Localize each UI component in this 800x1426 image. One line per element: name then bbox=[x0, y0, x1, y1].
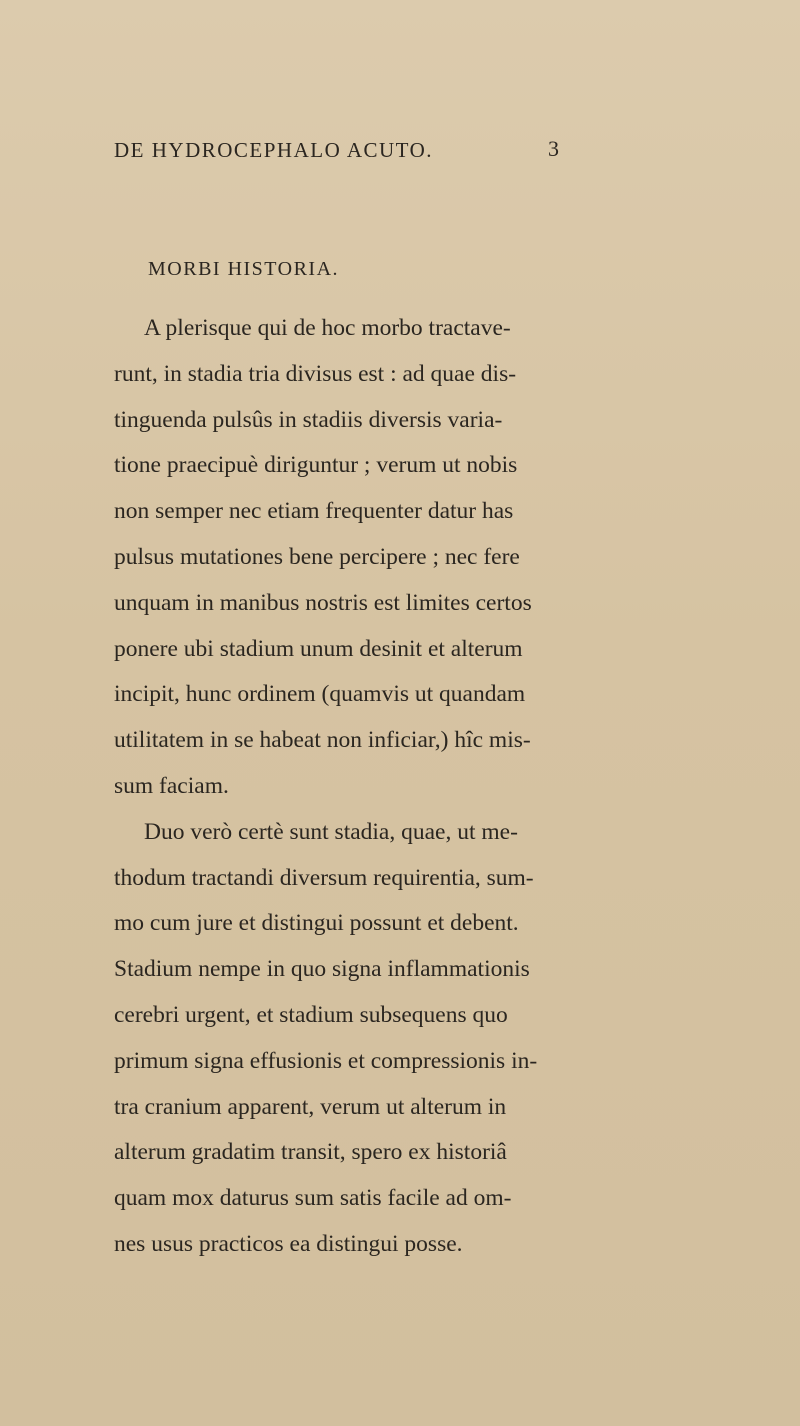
text-line: unquam in manibus nostris est limites certos bbox=[114, 589, 532, 616]
text-line: mo cum jure et distingui possunt et debent. bbox=[114, 910, 519, 937]
running-head: DE HYDROCEPHALO ACUTO. bbox=[114, 138, 434, 162]
text-line: cerebri urgent, et stadium subsequens quo bbox=[114, 1001, 508, 1028]
text-line: incipit, hunc ordinem (quamvis ut quandam bbox=[114, 681, 526, 708]
text-line: ponere ubi stadium unum desinit et alterum bbox=[114, 635, 523, 662]
text-line: nes usus practicos ea distingui posse. bbox=[114, 1230, 463, 1257]
text-line: sum faciam. bbox=[114, 772, 229, 799]
section-title: MORBI HISTORIA. bbox=[148, 258, 340, 280]
text-line: tra cranium apparent, verum ut alterum in bbox=[114, 1093, 507, 1120]
body-text bbox=[114, 306, 614, 1268]
text-line: quam mox daturus sum satis facile ad om- bbox=[114, 1185, 512, 1212]
text-line: pulsus mutationes bene percipere ; nec fere bbox=[114, 543, 520, 570]
text-line: tinguenda pulsûs in stadiis diversis varia- bbox=[114, 406, 503, 433]
text-line: Stadium nempe in quo signa inflammationis bbox=[114, 956, 530, 983]
text-line: utilitatem in se habeat non inficiar,) hîc mis- bbox=[114, 727, 531, 754]
text-line: A plerisque qui de hoc morbo tractave- bbox=[144, 315, 511, 341]
page-number: 3 bbox=[548, 136, 559, 161]
text-line: tione praecipuè diriguntur ; verum ut nobis bbox=[114, 452, 518, 479]
text-line: alterum gradatim transit, spero ex historiâ bbox=[114, 1139, 507, 1166]
text-line: non semper nec etiam frequenter datur has bbox=[114, 498, 514, 525]
paragraph-1 bbox=[114, 306, 614, 810]
text-line: Duo verò certè sunt stadia, quae, ut me- bbox=[144, 818, 518, 845]
paragraph-2 bbox=[114, 810, 614, 1268]
text-line: thodum tractandi diversum requirentia, sum- bbox=[114, 864, 534, 891]
text-line: runt, in stadia tria divisus est : ad quae dis- bbox=[114, 360, 517, 387]
text-line: primum signa effusionis et compressionis in- bbox=[114, 1047, 538, 1074]
